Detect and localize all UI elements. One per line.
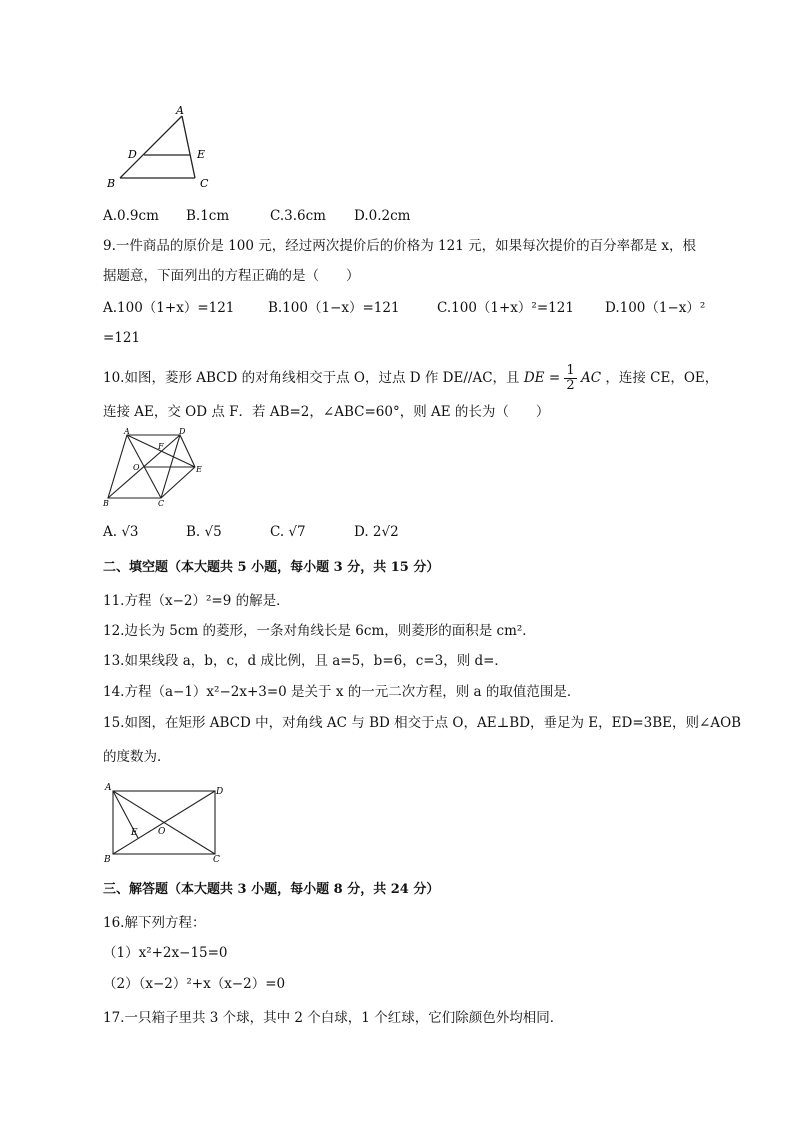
- q10-option-a: A. √3: [103, 524, 139, 540]
- q10-frac-rhs: AC: [581, 370, 602, 386]
- q8-option-d: D.0.2cm: [354, 208, 411, 224]
- q15-label-d: D: [216, 787, 224, 797]
- section-2-heading: 二、填空题（本大题共 5 小题，每小题 3 分，共 15 分）: [103, 560, 440, 575]
- q15-label-b: B: [104, 855, 111, 865]
- q10-text-part1: 10.如图，菱形 ABCD 的对角线相交于点 O，过点 D 作 DE//AC，且: [103, 370, 520, 386]
- q10-label-e: E: [196, 465, 202, 474]
- q16-intro: 16.解下列方程：: [103, 915, 206, 931]
- q9-option-c: C.100（1+x）²=121: [437, 300, 574, 316]
- q16-equation-2: （2）（x−2）²+x（x−2）=0: [103, 976, 286, 992]
- q17: 17.一只箱子里共 3 个球，其中 2 个白球，1 个红球，它们除颜色外均相同．: [103, 1010, 564, 1026]
- q11: 11.方程（x−2）²=9 的解是．: [103, 593, 290, 609]
- q15-label-e: E: [131, 828, 138, 838]
- q15-line-2: 的度数为．: [103, 749, 171, 765]
- q10-label-b: B: [103, 499, 109, 508]
- q10-option-c: C. √7: [270, 524, 306, 540]
- q9-option-d: D.100（1−x）²: [605, 300, 706, 316]
- q8-option-a: A.0.9cm: [103, 208, 159, 224]
- q10-frac-den: 2: [566, 378, 575, 393]
- q10-label-a: A: [124, 428, 130, 436]
- q15-line-1: 15.如图，在矩形 ABCD 中，对角线 AC 与 BD 相交于点 O，AE⊥BD，垂足为 E，ED=3BE，则∠AOB: [103, 715, 742, 731]
- q10-label-c: C: [158, 499, 165, 508]
- q14: 14.方程（a−1）x²−2x+3=0 是关于 x 的一元二次方程，则 a 的取值范围是．: [103, 684, 581, 700]
- q10-line-2: 连接 AE，交 OD 点 F．若 AB=2，∠ABC=60°，则 AE 的长为（ ）: [103, 404, 550, 420]
- q10-frac-num: 1: [566, 363, 575, 378]
- q15-label-a: A: [105, 783, 112, 793]
- section-3-heading: 三、解答题（本大题共 3 小题，每小题 8 分，共 24 分）: [103, 882, 440, 897]
- q10-text-part2: ，连接 CE，OE，: [605, 370, 719, 386]
- label-b: B: [107, 177, 116, 190]
- label-e: E: [197, 148, 206, 161]
- q12: 12.边长为 5cm 的菱形，一条对角线长是 6cm，则菱形的面积是 cm²．: [103, 623, 536, 639]
- q13: 13.如果线段 a，b，c，d 成比例，且 a=5，b=6，c=3，则 d=．: [103, 653, 508, 669]
- label-c: C: [200, 177, 209, 190]
- q10-line-1: [103, 364, 718, 393]
- q9-option-a: A.100（1+x）=121: [103, 300, 235, 316]
- q8-option-c: C.3.6cm: [270, 208, 326, 224]
- q10-option-d: D. 2√2: [354, 524, 399, 540]
- triangle-figure: [100, 100, 220, 195]
- q10-label-o: O: [133, 463, 140, 472]
- q10-option-b: B. √5: [186, 524, 222, 540]
- rhombus-figure: [100, 428, 205, 508]
- q10-fraction: [564, 364, 576, 393]
- q9-option-b: B.100（1−x）=121: [268, 300, 400, 316]
- q10-frac-lhs: DE =: [523, 370, 561, 386]
- label-a: A: [176, 104, 184, 117]
- q15-label-o: O: [158, 827, 166, 837]
- q10-label-d: D: [179, 428, 186, 436]
- label-d: D: [128, 148, 137, 161]
- q16-equation-1: （1）x²+2x−15=0: [103, 945, 228, 961]
- q10-label-f: F: [158, 442, 164, 451]
- q9-option-d-tail: =121: [103, 330, 141, 346]
- q15-label-c: C: [213, 855, 220, 865]
- q9-line-2: 据题意，下面列出的方程正确的是（ ）: [103, 268, 360, 284]
- q8-option-b: B.1cm: [186, 208, 230, 224]
- rectangle-figure: [100, 780, 230, 865]
- q9-line-1: 9.一件商品的原价是 100 元，经过两次提价后的价格为 121 元，如果每次提价的百分率都是 x，根: [103, 238, 696, 254]
